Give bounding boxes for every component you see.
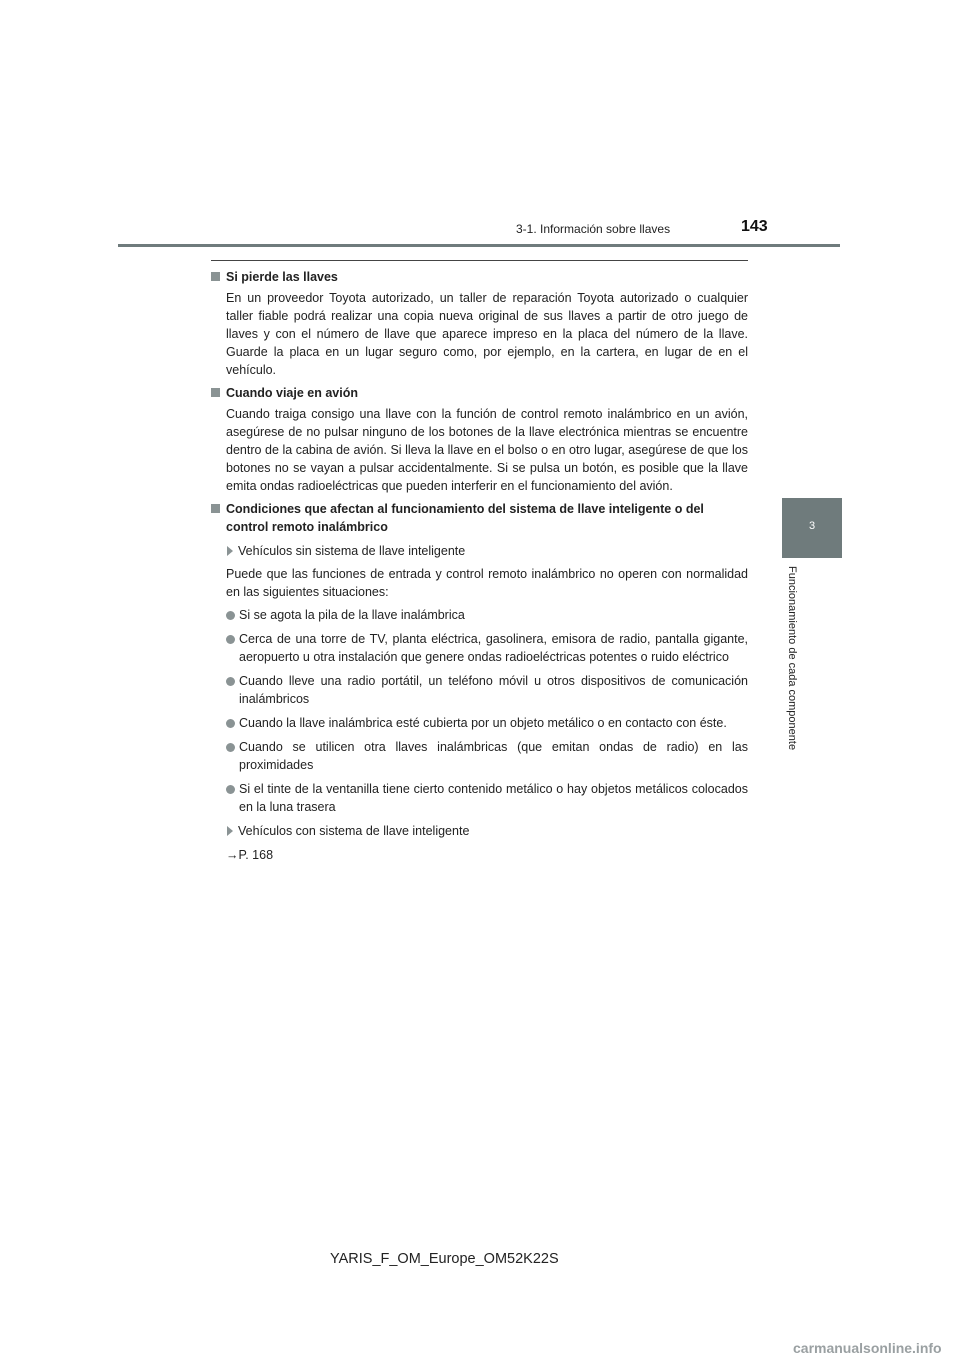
section-heading bbox=[211, 500, 748, 536]
triangle-bullet-icon bbox=[227, 826, 233, 836]
watermark: carmanualsonline.info bbox=[793, 1340, 942, 1356]
list-item-text: Cuando lleve una radio portátil, un teléfono móvil u otros dispositivos de comunicación inalámbricos bbox=[239, 674, 748, 706]
subheading-text: Vehículos con sistema de llave inteligente bbox=[238, 824, 470, 838]
intro-paragraph: Puede que las funciones de entrada y control remoto inalámbrico no operen con normalidad en las siguientes situaciones: bbox=[226, 567, 748, 599]
page-content bbox=[211, 268, 748, 869]
square-bullet-icon bbox=[211, 272, 220, 281]
section-title: 3-1. Información sobre llaves bbox=[516, 222, 671, 236]
chapter-number: 3 bbox=[808, 520, 816, 532]
square-bullet-icon bbox=[211, 504, 220, 513]
section-heading bbox=[211, 268, 748, 286]
list-item bbox=[226, 672, 748, 708]
section-heading-text: Condiciones que afectan al funcionamiento del sistema de llave inteligente o del control remoto inalámbrico bbox=[226, 502, 704, 534]
list-item-text: Cuando la llave inalámbrica esté cubierta por un objeto metálico o en contacto con éste. bbox=[239, 716, 727, 730]
triangle-bullet-icon bbox=[227, 546, 233, 556]
page-number: 143 bbox=[741, 218, 768, 235]
circle-bullet-icon bbox=[226, 677, 235, 686]
list-item-text: Si se agota la pila de la llave inalámbrica bbox=[239, 608, 465, 622]
section-heading-text: Si pierde las llaves bbox=[226, 270, 338, 284]
list-item bbox=[226, 606, 748, 624]
section-air-travel bbox=[211, 384, 748, 495]
list-item-text: Cerca de una torre de TV, planta eléctrica, gasolinera, emisora de radio, pantalla gigante, aeropuerto u otra instalación que genere ondas radioeléctricas potentes o ruido eléctrico bbox=[239, 632, 748, 664]
circle-bullet-icon bbox=[226, 785, 235, 794]
list-item-text: Si el tinte de la ventanilla tiene cierto contenido metálico o hay objetos metálicos colocados en la luna trasera bbox=[239, 782, 748, 814]
square-bullet-icon bbox=[211, 388, 220, 397]
subheading-text: Vehículos sin sistema de llave inteligente bbox=[238, 544, 466, 558]
section-lost-keys bbox=[211, 268, 748, 379]
list-item-text: Cuando se utilicen otra llaves inalámbricas (que emitan ondas de radio) en las proximidades bbox=[239, 740, 748, 772]
chapter-label-text: Funcionamiento de cada componente bbox=[786, 566, 798, 751]
list-item bbox=[226, 630, 748, 666]
circle-bullet-icon bbox=[226, 719, 235, 728]
list-item bbox=[226, 714, 748, 732]
chapter-label bbox=[786, 566, 806, 786]
list-item bbox=[226, 738, 748, 774]
header-rule bbox=[118, 244, 840, 247]
content-top-rule bbox=[211, 260, 748, 261]
circle-bullet-icon bbox=[226, 635, 235, 644]
section-body: Cuando traiga consigo una llave con la función de control remoto inalámbrico en un avión, asegúrese de no pulsar ninguno de los botones de la llave electrónica mientras se encuentre dentro de la cabina de avión. Si lleva la llave en el bolso o en otro lugar, asegúrese de que los botones no se vayan a pulsar accidentalmente. Si se pulsa un botón, es posible que la llave emita ondas radioeléctricas que pueden interferir en el funcionamiento del avión. bbox=[226, 407, 748, 493]
chapter-tab bbox=[782, 498, 842, 558]
circle-bullet-icon bbox=[226, 611, 235, 620]
page-reference-link[interactable]: →P. 168 bbox=[226, 848, 274, 862]
list-item bbox=[226, 780, 748, 816]
section-conditions bbox=[211, 500, 748, 864]
section-body: En un proveedor Toyota autorizado, un taller de reparación Toyota autorizado o cualquier taller fiable podrá realizar una copia nueva original de sus llaves a partir de otro juego de llaves y con el número de llave que aparece impreso en la placa del número de la llave. Guarde la placa en un lugar seguro como, por ejemplo, en la cartera, en lugar de en el vehículo. bbox=[226, 291, 748, 377]
document-code: YARIS_F_OM_Europe_OM52K22S bbox=[330, 1251, 559, 1267]
section-heading-text: Cuando viaje en avión bbox=[226, 386, 358, 400]
subheading-with-smart-key bbox=[226, 822, 748, 840]
section-heading bbox=[211, 384, 748, 402]
circle-bullet-icon bbox=[226, 743, 235, 752]
subheading-without-smart-key bbox=[226, 542, 748, 560]
